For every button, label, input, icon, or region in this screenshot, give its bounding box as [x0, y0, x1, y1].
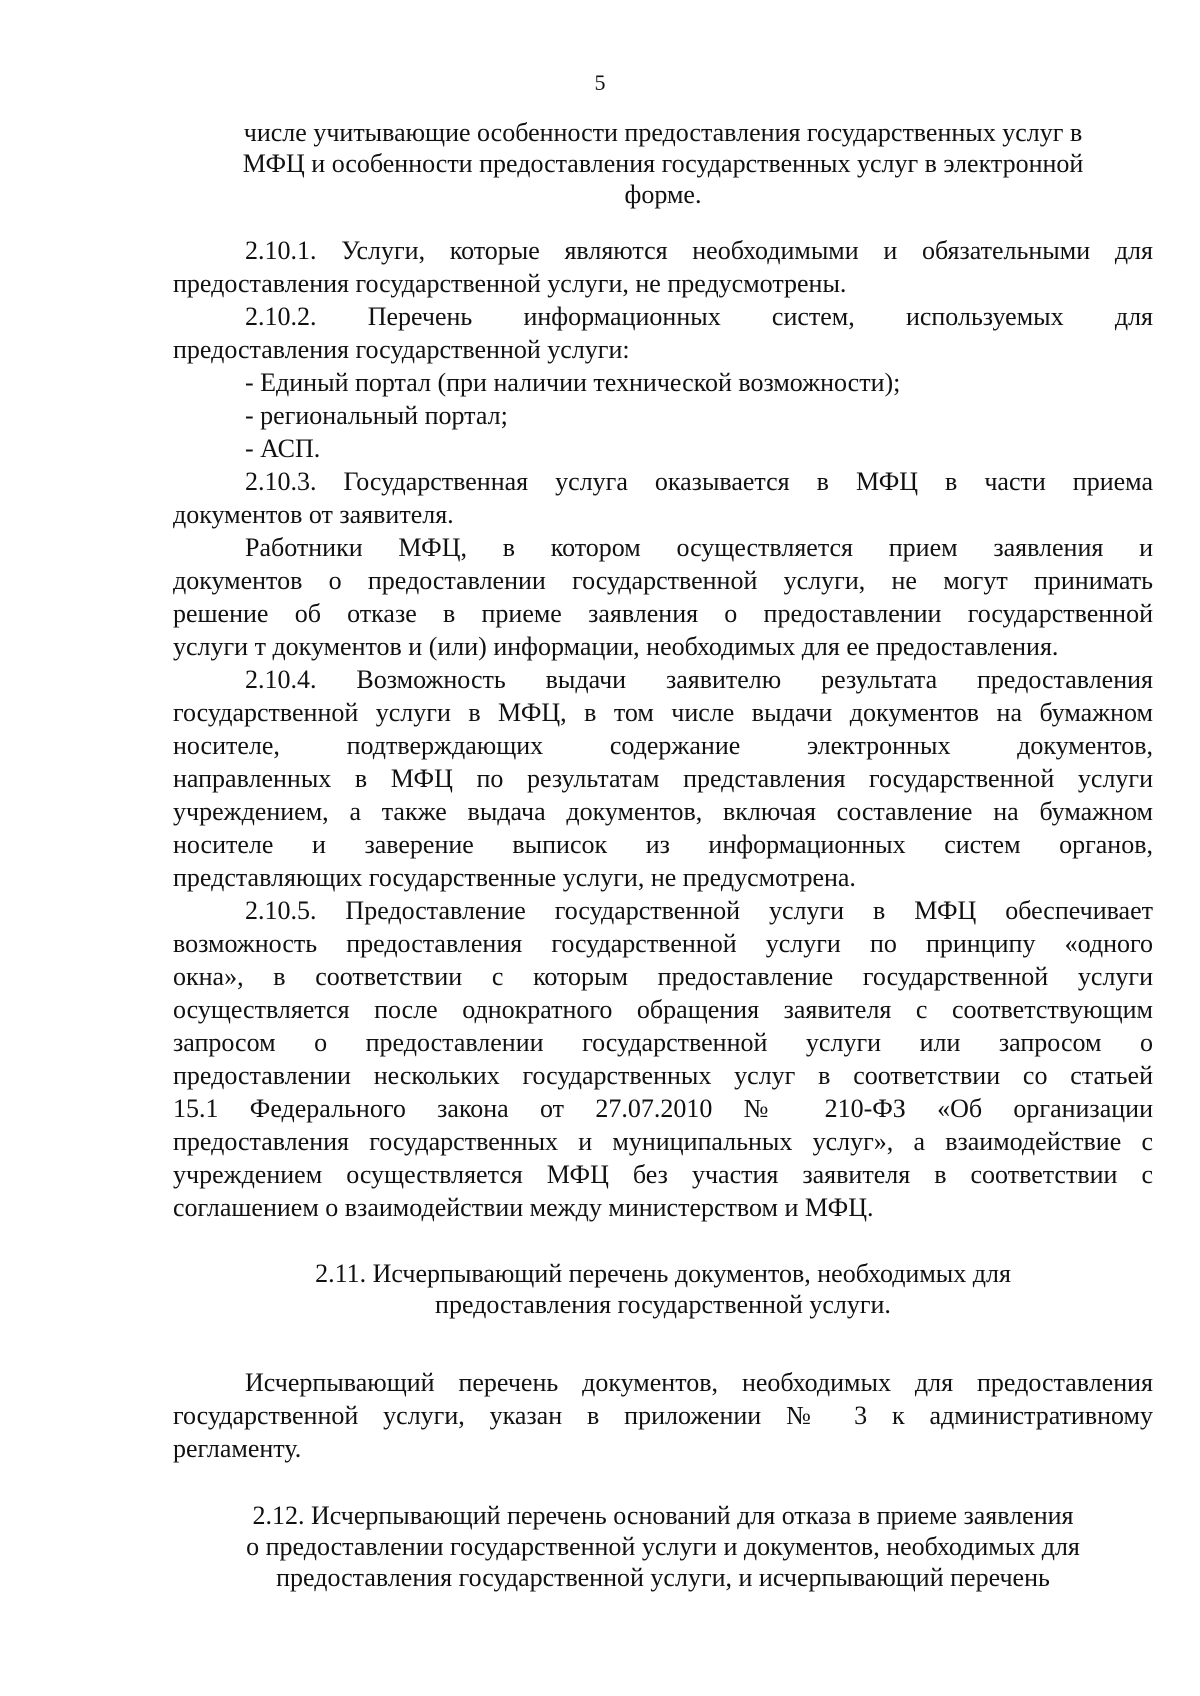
paragraph-line: 2.10.1. Услуги, которые являются необходимыми и обязательными для — [245, 236, 1153, 265]
paragraph-line: предоставления государственных и муниципальных услуг», а взаимодействие с — [173, 1127, 1153, 1156]
paragraph-line: решение об отказе в приеме заявления о предоставлении государственной — [173, 599, 1153, 628]
paragraph-line: Исчерпывающий перечень документов, необходимых для предоставления — [245, 1368, 1153, 1397]
paragraph-line: предоставления государственной услуги: — [173, 335, 630, 364]
paragraph-line: окна», в соответствии с которым предоставление государственной услуги — [173, 962, 1153, 991]
list-item: - АСП. — [245, 434, 321, 463]
paragraph-line: осуществляется после однократного обращения заявителя с соответствующим — [173, 995, 1153, 1024]
paragraph-line: носителе и заверение выписок из информационных систем органов, — [173, 830, 1153, 859]
paragraph-line: государственной услуги, указан в приложении № 3 к административному — [173, 1401, 1153, 1430]
paragraph-line: регламенту. — [173, 1434, 302, 1463]
paragraph-line: 2.10.5. Предоставление государственной услуги в МФЦ обеспечивает — [245, 896, 1153, 925]
paragraph-line: учреждением, а также выдача документов, включая составление на бумажном — [173, 797, 1153, 826]
section-2-10-heading-tail — [173, 117, 1153, 210]
heading-line: предоставления государственной услуги. — [435, 1290, 891, 1319]
paragraph-line: документов от заявителя. — [173, 500, 454, 529]
list-item: - региональный портал; — [245, 401, 508, 430]
heading-line: предоставления государственной услуги, и исчерпывающий перечень — [276, 1563, 1050, 1592]
paragraph-line: запросом о предоставлении государственной услуги или запросом о — [173, 1028, 1153, 1057]
paragraph-line: Работники МФЦ, в котором осуществляется прием заявления и — [245, 533, 1153, 562]
paragraph-line: услуги т документов и (или) информации, необходимых для ее предоставления. — [173, 632, 1059, 661]
paragraph-line: 15.1 Федерального закона от 27.07.2010 № 210-ФЗ «Об организации — [173, 1094, 1153, 1123]
section-2-11-body — [173, 1366, 1153, 1465]
paragraph-line: 2.10.4. Возможность выдачи заявителю результата предоставления — [245, 665, 1153, 694]
heading-line: 2.11. Исчерпывающий перечень документов, необходимых для — [315, 1259, 1011, 1288]
paragraph-line: предоставлении нескольких государственных услуг в соответствии со статьей — [173, 1061, 1153, 1090]
heading-line: о предоставлении государственной услуги и документов, необходимых для — [246, 1532, 1080, 1561]
paragraph-line: носителе, подтверждающих содержание электронных документов, — [173, 731, 1153, 760]
heading-line: форме. — [624, 180, 702, 209]
paragraph-line: документов о предоставлении государственной услуги, не могут принимать — [173, 566, 1153, 595]
list-item: - Единый портал (при наличии технической возможности); — [245, 368, 901, 397]
heading-line: числе учитывающие особенности предоставления государственных услуг в — [243, 118, 1083, 147]
paragraph-line: 2.10.3. Государственная услуга оказывается в МФЦ в части приема — [245, 467, 1153, 496]
paragraph-line: возможность предоставления государственной услуги по принципу «одного — [173, 929, 1153, 958]
paragraph-line: направленных в МФЦ по результатам представления государственной услуги — [173, 764, 1153, 793]
heading-line: 2.12. Исчерпывающий перечень оснований для отказа в приеме заявления — [252, 1501, 1074, 1530]
section-2-11-heading — [173, 1258, 1153, 1320]
section-2-12-heading — [173, 1500, 1153, 1593]
paragraph-line: учреждением осуществляется МФЦ без участия заявителя в соответствии с — [173, 1160, 1153, 1189]
page-number: 5 — [594, 70, 606, 95]
paragraph-line: государственной услуги в МФЦ, в том числе выдачи документов на бумажном — [173, 698, 1153, 727]
paragraph-line: представляющих государственные услуги, не предусмотрена. — [173, 863, 856, 892]
heading-line: МФЦ и особенности предоставления государственных услуг в электронной — [242, 149, 1084, 178]
section-2-10-body — [173, 234, 1153, 1224]
paragraph-line: соглашением о взаимодействии между министерством и МФЦ. — [173, 1193, 874, 1222]
paragraph-line: предоставления государственной услуги, не предусмотрены. — [173, 269, 847, 298]
paragraph-line: 2.10.2. Перечень информационных систем, используемых для — [245, 302, 1153, 331]
